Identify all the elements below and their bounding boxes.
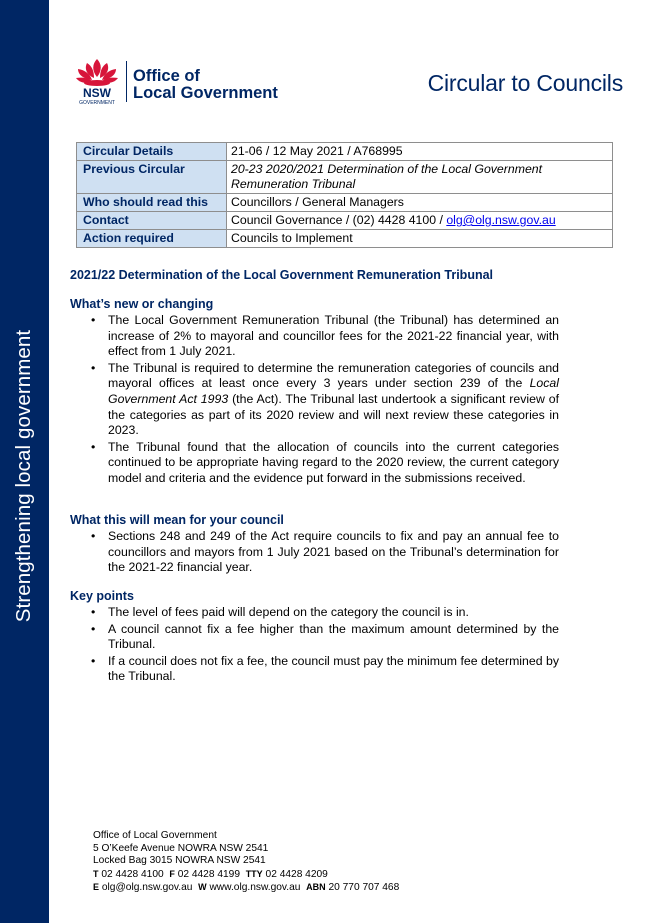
table-row — [77, 230, 613, 248]
row-label: Action required — [77, 230, 227, 248]
nsw-waratah-logo — [72, 57, 122, 105]
footer-phones: T 02 4428 4100 F 02 4428 4199 TTY 02 4428 4209 — [93, 868, 328, 880]
row-value: Councils to Implement — [227, 230, 613, 248]
footer-org: Office of Local Government — [93, 830, 217, 841]
waratah-flower-icon — [76, 59, 118, 86]
footer-web: E olg@olg.nsw.gov.au W www.olg.nsw.gov.au ABN 20 770 707 468 — [93, 882, 400, 894]
row-value — [227, 212, 613, 230]
list-item: • A council cannot fix a fee higher than the maximum amount determined by the Tribunal. — [91, 622, 559, 653]
row-label: Who should read this — [77, 194, 227, 212]
section-heading-new: What’s new or changing — [70, 297, 214, 311]
footer-website[interactable]: www.olg.nsw.gov.au — [209, 882, 301, 894]
logo-government-text: GOVERNMENT — [79, 100, 115, 105]
org-name-line2: Local Government — [133, 84, 278, 102]
mean-bullet-list — [91, 529, 559, 577]
footer-email[interactable]: olg@olg.nsw.gov.au — [101, 882, 193, 894]
list-item: • The Tribunal found that the allocation of councils into the current categories continued to be appropriate having regard to the 2020 review, the current category model and criteria and the evidence put forward in the submissions received. — [91, 440, 559, 487]
table-row — [77, 161, 613, 194]
circular-title: 2021/22 Determination of the Local Government Remuneration Tribunal — [70, 268, 494, 282]
footer-abn: 20 770 707 468 — [328, 882, 400, 894]
row-value: 21-06 / 12 May 2021 / A768995 — [227, 143, 613, 161]
footer-street: 5 O’Keefe Avenue NOWRA NSW 2541 — [93, 842, 269, 854]
sidebar-tagline: Strengthening local government — [12, 329, 35, 623]
new-bullet-list — [91, 313, 559, 488]
table-row — [77, 194, 613, 212]
table-row — [77, 212, 613, 230]
contact-text: Council Governance / (02) 4428 4100 / — [231, 213, 447, 227]
row-value: 20-23 2020/2021 Determination of the Local Government Remuneration Tribunal — [227, 161, 613, 194]
row-value: Councillors / General Managers — [227, 194, 613, 212]
logo-divider — [126, 61, 127, 102]
row-label: Contact — [77, 212, 227, 230]
list-item: • The level of fees paid will depend on the category the council is in. — [91, 605, 559, 621]
list-item: • If a council does not fix a fee, the council must pay the minimum fee determined by the Tribunal. — [91, 654, 559, 685]
org-name — [133, 68, 278, 102]
section-heading-mean: What this will mean for your council — [70, 513, 284, 527]
section-heading-key: Key points — [70, 589, 134, 603]
contact-email-link[interactable]: olg@olg.nsw.gov.au — [446, 213, 556, 227]
footer-postal: Locked Bag 3015 NOWRA NSW 2541 — [93, 855, 266, 867]
row-label: Circular Details — [77, 143, 227, 161]
list-item: • Sections 248 and 249 of the Act require councils to fix and pay an annual fee to councillors and mayors from 1 July 2021 based on the Tribunal’s determination for the 2021-22 financial year. — [91, 529, 559, 576]
org-name-line1: Office of — [133, 67, 200, 85]
logo-nsw-text: NSW — [83, 86, 111, 100]
row-label: Previous Circular — [77, 161, 227, 194]
document-type-title: Circular to Councils — [427, 70, 623, 96]
key-bullet-list — [91, 605, 559, 686]
sidebar-band — [0, 0, 49, 923]
footer-contact-block — [93, 830, 399, 895]
list-item: • The Tribunal is required to determine the remuneration categories of councils and mayoral offices at least once every 3 years under section 239 of the Local Government Act 1993 (the Act). The Tribunal last undertook a significant review of the categories as part of its 2020 review and will next review these categories in 2023. — [91, 361, 559, 439]
circular-details-table — [76, 142, 613, 248]
list-item: • The Local Government Remuneration Tribunal (the Tribunal) has determined an increase of 2% to mayoral and councillor fees for the 2021-22 financial year, with effect from 1 July 2021. — [91, 313, 559, 360]
table-row — [77, 143, 613, 161]
